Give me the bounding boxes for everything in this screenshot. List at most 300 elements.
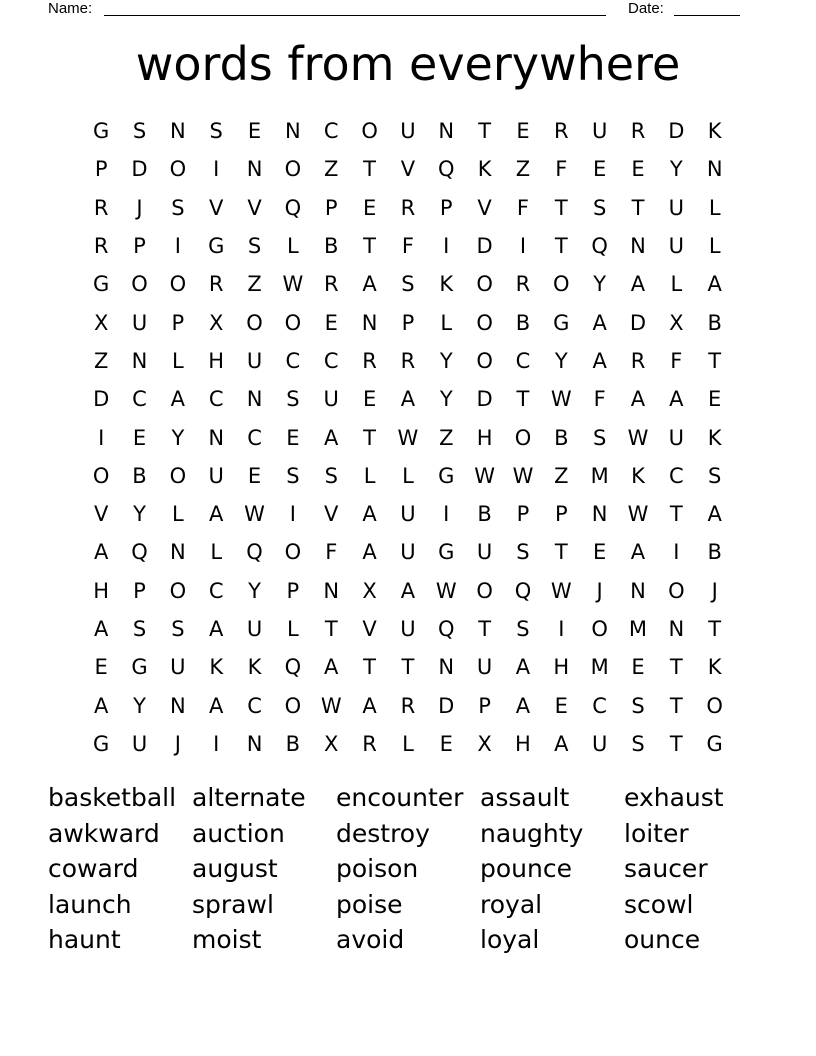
grid-letter: S bbox=[209, 119, 223, 144]
grid-letter: P bbox=[554, 502, 568, 527]
grid-letter: F bbox=[325, 540, 338, 565]
grid-letter: I bbox=[443, 234, 450, 259]
grid-letter: Q bbox=[246, 540, 263, 565]
grid-letter: I bbox=[98, 425, 105, 450]
grid-letter: E bbox=[554, 693, 568, 718]
word-bank-item: destroy bbox=[336, 818, 430, 848]
grid-letter: V bbox=[324, 502, 339, 527]
grid-letter: R bbox=[93, 195, 109, 220]
grid-letter: L bbox=[210, 540, 223, 565]
grid-letter: K bbox=[707, 119, 722, 144]
grid-letter: K bbox=[209, 655, 224, 680]
grid-letter: L bbox=[402, 463, 414, 488]
word-bank-item: awkward bbox=[48, 818, 160, 848]
grid-letter: T bbox=[478, 617, 492, 641]
grid-letter: N bbox=[170, 540, 186, 565]
grid-letter: C bbox=[208, 578, 224, 603]
grid-letter: L bbox=[670, 272, 683, 297]
date-label: Date: bbox=[628, 0, 664, 17]
grid-letter: I bbox=[673, 540, 680, 565]
word-bank-item: royal bbox=[480, 889, 543, 919]
grid-letter: O bbox=[591, 617, 608, 641]
grid-letter: O bbox=[668, 578, 685, 603]
grid-letter: D bbox=[438, 693, 455, 718]
grid-letter: U bbox=[246, 348, 263, 373]
grid-letter: I bbox=[213, 157, 220, 182]
grid-letter: A bbox=[362, 272, 377, 297]
worksheet-header bbox=[0, 0, 816, 20]
grid-letter: T bbox=[669, 502, 683, 527]
grid-letter: A bbox=[362, 502, 377, 527]
grid-letter: W bbox=[435, 578, 457, 603]
grid-letter: E bbox=[631, 157, 645, 182]
grid-letter: L bbox=[172, 348, 184, 373]
grid-letter: Y bbox=[439, 348, 453, 373]
grid-letter: E bbox=[247, 119, 262, 144]
grid-letter: U bbox=[131, 310, 148, 335]
grid-letter: E bbox=[593, 540, 607, 565]
grid-letter: A bbox=[400, 387, 416, 412]
grid-letter: F bbox=[593, 387, 606, 412]
grid-letter: O bbox=[514, 425, 532, 450]
grid-letter: T bbox=[669, 655, 683, 680]
grid-letter: V bbox=[362, 617, 377, 641]
grid-letter: I bbox=[213, 731, 220, 756]
grid-letter: O bbox=[169, 463, 187, 488]
grid-letter: S bbox=[592, 195, 607, 220]
word-bank-item: encounter bbox=[336, 783, 464, 812]
grid-row bbox=[82, 495, 734, 533]
grid-letter: N bbox=[630, 578, 646, 603]
grid-row bbox=[82, 418, 734, 456]
grid-letter: X bbox=[669, 310, 684, 335]
grid-letter: J bbox=[711, 578, 718, 603]
grid-letter: I bbox=[289, 502, 296, 527]
grid-letter: Y bbox=[593, 272, 607, 297]
grid-letter: W bbox=[244, 502, 265, 527]
grid-letter: R bbox=[400, 693, 416, 718]
grid-letter: U bbox=[400, 119, 416, 144]
grid-letter: J bbox=[136, 195, 143, 220]
grid-letter: R bbox=[93, 234, 109, 259]
grid-letter: A bbox=[707, 272, 722, 297]
grid-letter: A bbox=[93, 617, 109, 641]
grid-letter: Q bbox=[284, 195, 302, 220]
grid-letter: X bbox=[209, 310, 224, 335]
grid-letter: N bbox=[170, 693, 186, 718]
grid-letter: H bbox=[476, 425, 493, 450]
grid-letter: A bbox=[170, 387, 186, 412]
grid-letter: S bbox=[247, 234, 262, 259]
grid-letter: V bbox=[209, 195, 224, 220]
grid-letter: D bbox=[131, 157, 148, 182]
grid-letter: A bbox=[630, 540, 646, 565]
grid-letter: P bbox=[171, 310, 185, 335]
grid-letter: L bbox=[402, 731, 414, 756]
grid-letter: S bbox=[286, 387, 300, 412]
page-title: words from everywhere bbox=[135, 37, 681, 91]
grid-letter: O bbox=[476, 578, 493, 603]
grid-letter: Z bbox=[554, 463, 569, 488]
grid-letter: O bbox=[246, 310, 263, 335]
grid-letter: L bbox=[363, 463, 376, 488]
grid-letter: B bbox=[515, 310, 531, 335]
grid-letter: B bbox=[285, 731, 301, 756]
grid-letter: E bbox=[439, 731, 453, 756]
grid-letter: N bbox=[591, 502, 608, 527]
grid-letter: K bbox=[247, 655, 262, 680]
grid-row bbox=[82, 342, 734, 380]
grid-letter: L bbox=[708, 234, 721, 259]
grid-letter: K bbox=[477, 157, 492, 182]
grid-row bbox=[82, 533, 734, 571]
grid-letter: Z bbox=[515, 157, 531, 182]
grid-letter: J bbox=[596, 578, 603, 603]
grid-letter: O bbox=[361, 119, 378, 144]
grid-letter: O bbox=[169, 578, 187, 603]
grid-letter: M bbox=[590, 463, 609, 488]
grid-letter: V bbox=[400, 157, 416, 182]
grid-letter: U bbox=[591, 731, 608, 756]
grid-letter: P bbox=[324, 195, 338, 220]
grid-letter: U bbox=[476, 540, 493, 565]
grid-letter: G bbox=[93, 119, 110, 144]
grid-letter: S bbox=[631, 693, 645, 718]
grid-letter: S bbox=[516, 617, 530, 641]
grid-letter: Q bbox=[438, 617, 455, 641]
grid-letter: N bbox=[285, 119, 301, 144]
grid-row bbox=[82, 572, 734, 610]
grid-letter: R bbox=[554, 119, 569, 144]
grid-letter: B bbox=[324, 234, 339, 259]
grid-letter: L bbox=[287, 617, 299, 641]
grid-letter: A bbox=[515, 693, 531, 718]
grid-row bbox=[82, 457, 734, 495]
grid-letter: N bbox=[246, 157, 263, 182]
grid-letter: N bbox=[323, 578, 340, 603]
grid-letter: X bbox=[477, 731, 492, 756]
grid-letter: A bbox=[209, 502, 224, 527]
grid-letter: E bbox=[132, 425, 147, 450]
grid-letter: G bbox=[438, 540, 455, 565]
grid-letter: Q bbox=[514, 578, 532, 603]
grid-letter: G bbox=[706, 731, 723, 756]
grid-letter: O bbox=[284, 310, 302, 335]
grid-letter: Y bbox=[554, 348, 568, 373]
grid-letter: C bbox=[668, 463, 684, 488]
grid-letter: G bbox=[131, 655, 148, 680]
grid-letter: Z bbox=[324, 157, 339, 182]
grid-letter: W bbox=[512, 463, 534, 488]
grid-letter: F bbox=[670, 348, 683, 373]
grid-letter: L bbox=[440, 310, 453, 335]
grid-letter: E bbox=[94, 655, 108, 680]
grid-letter: W bbox=[627, 425, 649, 450]
word-bank-item: moist bbox=[192, 925, 262, 954]
grid-letter: A bbox=[362, 540, 377, 565]
word-bank-item: poison bbox=[336, 854, 419, 883]
word-bank-item: assault bbox=[480, 783, 570, 812]
word-bank-item: haunt bbox=[48, 925, 121, 954]
grid-letter: I bbox=[443, 502, 450, 527]
grid-letter: W bbox=[282, 272, 304, 297]
grid-letter: K bbox=[707, 655, 722, 680]
grid-letter: Y bbox=[439, 387, 453, 412]
grid-letter: O bbox=[169, 272, 187, 297]
grid-row bbox=[82, 265, 734, 303]
grid-letter: C bbox=[132, 387, 147, 412]
grid-letter: U bbox=[208, 463, 224, 488]
grid-letter: B bbox=[132, 463, 147, 488]
grid-letter: E bbox=[362, 387, 377, 412]
grid-letter: K bbox=[707, 425, 722, 450]
grid-letter: N bbox=[170, 119, 186, 144]
grid-letter: W bbox=[397, 425, 419, 450]
grid-letter: A bbox=[400, 578, 416, 603]
grid-letter: D bbox=[476, 387, 493, 412]
grid-letter: E bbox=[362, 195, 377, 220]
grid-letter: P bbox=[94, 157, 108, 182]
grid-letter: S bbox=[171, 617, 185, 641]
word-bank-item: august bbox=[192, 854, 278, 883]
grid-letter: D bbox=[93, 387, 110, 412]
grid-letter: T bbox=[363, 234, 376, 259]
grid-letter: A bbox=[669, 387, 684, 412]
grid-letter: P bbox=[133, 578, 146, 603]
grid-letter: Y bbox=[248, 578, 261, 603]
grid-row bbox=[82, 150, 734, 188]
grid-letter: N bbox=[208, 425, 225, 450]
grid-letter: A bbox=[324, 425, 339, 450]
grid-letter: U bbox=[323, 387, 339, 412]
word-bank-item: basketball bbox=[48, 783, 177, 812]
grid-letter: Y bbox=[669, 157, 683, 182]
grid-letter: V bbox=[477, 195, 492, 220]
grid-letter: A bbox=[209, 693, 224, 718]
grid-letter: F bbox=[555, 157, 568, 182]
word-bank-item: launch bbox=[48, 889, 132, 919]
grid-row bbox=[82, 303, 734, 341]
word-bank-item: saucer bbox=[624, 854, 708, 883]
grid-letter: E bbox=[247, 463, 262, 488]
grid-letter: T bbox=[708, 348, 722, 373]
grid-letter: S bbox=[286, 463, 300, 488]
grid-letter: N bbox=[668, 617, 685, 641]
grid-letter: O bbox=[476, 310, 493, 335]
grid-letter: N bbox=[438, 655, 455, 680]
grid-letter: O bbox=[284, 540, 302, 565]
grid-letter: A bbox=[630, 272, 646, 297]
grid-letter: R bbox=[208, 272, 224, 297]
grid-letter: E bbox=[286, 425, 300, 450]
grid-row bbox=[82, 648, 734, 686]
grid-letter: A bbox=[592, 348, 607, 373]
grid-letter: Q bbox=[284, 655, 302, 680]
grid-letter: A bbox=[209, 617, 224, 641]
grid-letter: Y bbox=[133, 693, 146, 718]
grid-letter: R bbox=[515, 272, 531, 297]
grid-letter: O bbox=[476, 272, 493, 297]
grid-letter: F bbox=[516, 195, 529, 220]
grid-letter: R bbox=[630, 119, 646, 144]
grid-letter: A bbox=[93, 540, 109, 565]
grid-letter: W bbox=[320, 693, 342, 718]
grid-letter: O bbox=[131, 272, 148, 297]
grid-letter: W bbox=[550, 578, 572, 603]
grid-letter: C bbox=[323, 348, 339, 373]
grid-letter: T bbox=[363, 157, 376, 182]
grid-letter: U bbox=[246, 617, 263, 641]
grid-letter: Y bbox=[133, 502, 146, 527]
grid-letter: Q bbox=[591, 234, 608, 259]
grid-letter: I bbox=[558, 617, 565, 641]
grid-letter: V bbox=[93, 502, 109, 527]
grid-letter: B bbox=[707, 540, 722, 565]
grid-row bbox=[82, 380, 734, 418]
word-bank-item: alternate bbox=[192, 783, 306, 812]
grid-letter: A bbox=[554, 731, 569, 756]
grid-letter: N bbox=[361, 310, 378, 335]
grid-letter: N bbox=[630, 234, 646, 259]
grid-letter: I bbox=[519, 234, 527, 259]
grid-letter: C bbox=[592, 693, 607, 718]
grid-letter: N bbox=[246, 387, 263, 412]
word-bank-item: poise bbox=[336, 889, 403, 919]
grid-letter: E bbox=[631, 655, 645, 680]
grid-letter: T bbox=[516, 387, 530, 412]
word-bank-item: ounce bbox=[624, 925, 701, 954]
grid-letter: E bbox=[708, 387, 722, 412]
grid-letter: T bbox=[363, 425, 376, 450]
grid-letter: P bbox=[401, 310, 415, 335]
grid-letter: U bbox=[668, 425, 685, 450]
word-bank-item: auction bbox=[192, 818, 285, 848]
grid-row bbox=[82, 227, 734, 265]
grid-letter: U bbox=[400, 502, 416, 527]
grid-letter: G bbox=[553, 310, 570, 335]
grid-letter: U bbox=[400, 540, 416, 565]
grid-letter: O bbox=[284, 157, 302, 182]
grid-letter: R bbox=[630, 348, 646, 373]
grid-letter: B bbox=[707, 310, 722, 335]
grid-letter: S bbox=[171, 195, 185, 220]
grid-letter: A bbox=[630, 387, 646, 412]
grid-letter: A bbox=[324, 655, 339, 680]
grid-letter: W bbox=[627, 502, 649, 527]
grid-row bbox=[82, 189, 734, 227]
grid-letter: C bbox=[323, 119, 339, 144]
grid-letter: G bbox=[438, 463, 455, 488]
grid-letter: O bbox=[706, 693, 723, 718]
name-label: Name: bbox=[48, 0, 93, 17]
grid-letter: E bbox=[593, 157, 607, 182]
grid-letter: H bbox=[515, 731, 531, 756]
grid-letter: T bbox=[401, 655, 415, 680]
grid-letter: O bbox=[553, 272, 570, 297]
grid-letter: G bbox=[208, 234, 225, 259]
grid-letter: S bbox=[708, 463, 722, 488]
grid-letter: S bbox=[592, 425, 607, 450]
grid-letter: T bbox=[478, 119, 492, 144]
grid-letter: V bbox=[247, 195, 262, 220]
grid-letter: R bbox=[362, 348, 377, 373]
grid-letter: T bbox=[631, 195, 645, 220]
grid-row bbox=[82, 610, 734, 648]
word-search-grid bbox=[82, 112, 734, 763]
grid-row bbox=[82, 725, 734, 763]
grid-letter: K bbox=[631, 463, 645, 488]
grid-letter: Z bbox=[247, 272, 262, 297]
grid-letter: Q bbox=[131, 540, 148, 565]
word-bank-item: loyal bbox=[480, 925, 540, 954]
grid-letter: S bbox=[516, 540, 530, 565]
grid-letter: Z bbox=[439, 425, 454, 450]
grid-letter: U bbox=[668, 234, 685, 259]
grid-letter: Q bbox=[438, 157, 455, 182]
grid-letter: M bbox=[590, 655, 609, 680]
grid-letter: G bbox=[93, 272, 110, 297]
grid-letter: A bbox=[592, 310, 607, 335]
grid-letter: P bbox=[439, 195, 453, 220]
grid-letter: O bbox=[92, 463, 110, 488]
grid-letter: O bbox=[169, 157, 187, 182]
grid-letter: U bbox=[131, 731, 148, 756]
date-blank-line bbox=[674, 15, 740, 16]
grid-letter: S bbox=[324, 463, 338, 488]
word-bank-item: exhaust bbox=[624, 783, 724, 812]
grid-letter: R bbox=[323, 272, 339, 297]
grid-letter: X bbox=[93, 310, 109, 335]
word-bank-item: coward bbox=[48, 854, 139, 883]
grid-letter: A bbox=[707, 502, 722, 527]
grid-letter: S bbox=[132, 617, 147, 641]
grid-letter: U bbox=[591, 119, 608, 144]
grid-letter: L bbox=[708, 195, 721, 220]
grid-letter: O bbox=[476, 348, 493, 373]
grid-row bbox=[82, 686, 734, 724]
word-bank-item: scowl bbox=[624, 889, 694, 919]
grid-letter: T bbox=[363, 655, 376, 680]
grid-letter: B bbox=[554, 425, 569, 450]
grid-letter: D bbox=[668, 119, 685, 144]
grid-letter: P bbox=[478, 693, 491, 718]
grid-letter: C bbox=[247, 425, 262, 450]
grid-letter: T bbox=[324, 617, 338, 641]
grid-letter: N bbox=[706, 157, 723, 182]
grid-letter: U bbox=[400, 617, 416, 641]
grid-letter: D bbox=[476, 234, 493, 259]
word-bank-item: sprawl bbox=[192, 889, 274, 919]
grid-letter: N bbox=[131, 348, 148, 373]
grid-letter: B bbox=[477, 502, 492, 527]
grid-letter: K bbox=[439, 272, 454, 297]
grid-letter: O bbox=[284, 693, 302, 718]
grid-letter: E bbox=[324, 310, 338, 335]
grid-letter: R bbox=[400, 348, 416, 373]
grid-letter: E bbox=[516, 119, 530, 144]
grid-letter: N bbox=[438, 119, 455, 144]
grid-letter: M bbox=[628, 617, 648, 641]
grid-letter: T bbox=[669, 731, 683, 756]
grid-letter: T bbox=[554, 540, 568, 565]
grid-letter: Y bbox=[171, 425, 185, 450]
word-bank-item: naughty bbox=[480, 818, 584, 848]
grid-letter: S bbox=[401, 272, 415, 297]
grid-letter: Z bbox=[93, 348, 109, 373]
grid-letter: C bbox=[247, 693, 262, 718]
grid-letter: H bbox=[208, 348, 225, 373]
grid-letter: D bbox=[629, 310, 647, 335]
